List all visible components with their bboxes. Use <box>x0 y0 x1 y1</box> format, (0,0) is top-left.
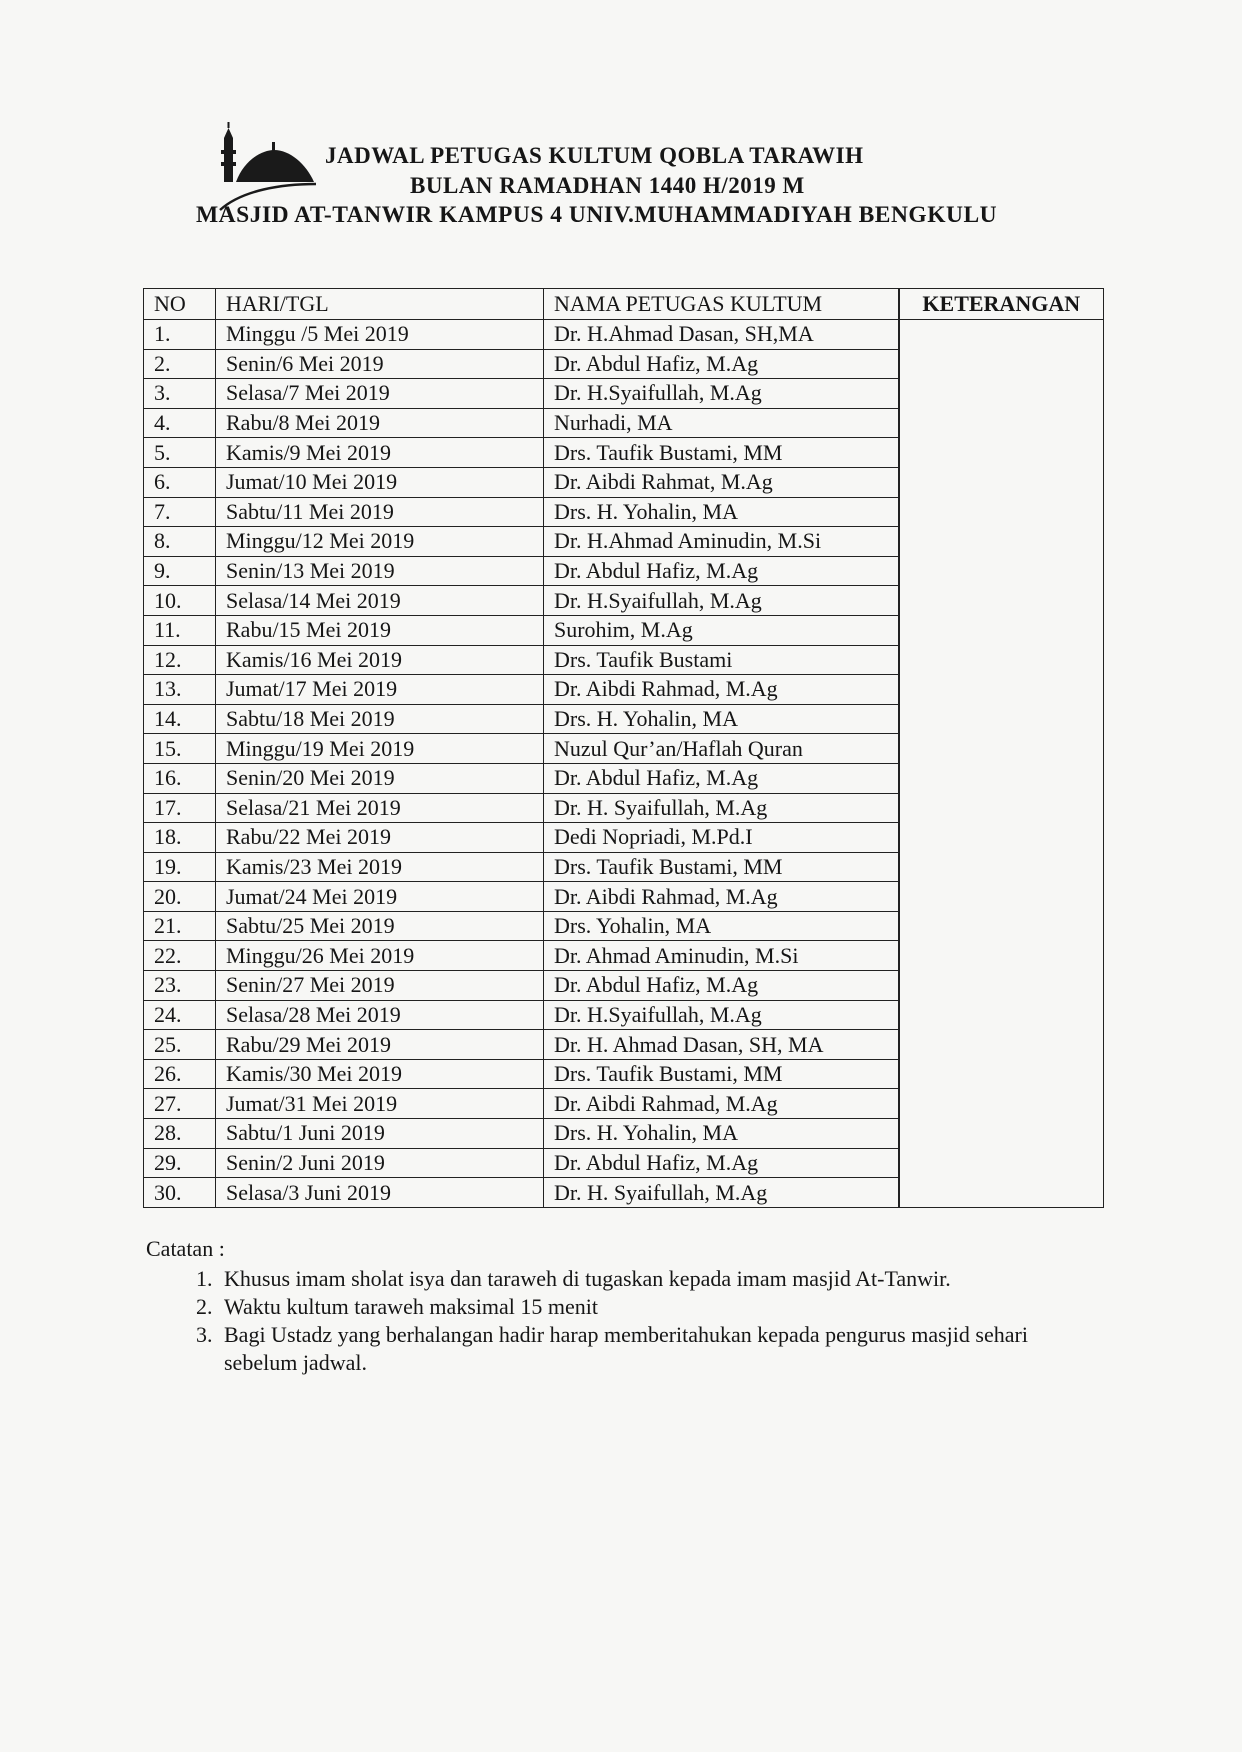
cell-no: 26. <box>144 1059 216 1089</box>
schedule-body <box>144 320 1104 1208</box>
header-title-line-3: MASJID AT-TANWIR KAMPUS 4 UNIV.MUHAMMADIYAH BENGKULU <box>196 202 998 228</box>
cell-day: Jumat/10 Mei 2019 <box>216 467 544 497</box>
cell-no: 13. <box>144 675 216 705</box>
cell-no: 8. <box>144 527 216 557</box>
cell-name: Dedi Nopriadi, M.Pd.I <box>544 823 899 853</box>
cell-name: Nurhadi, MA <box>544 408 899 438</box>
cell-note-merged <box>899 320 1104 1208</box>
cell-day: Kamis/9 Mei 2019 <box>216 438 544 468</box>
cell-name: Dr. H.Ahmad Dasan, SH,MA <box>544 320 899 350</box>
cell-name: Surohim, M.Ag <box>544 615 899 645</box>
cell-no: 22. <box>144 941 216 971</box>
cell-name: Dr. Abdul Hafiz, M.Ag <box>544 971 899 1001</box>
note-item: 2. Waktu kultum taraweh maksimal 15 menit <box>218 1293 1086 1321</box>
cell-name: Dr. H. Syaifullah, M.Ag <box>544 1178 899 1208</box>
cell-day: Minggu/26 Mei 2019 <box>216 941 544 971</box>
cell-no: 20. <box>144 882 216 912</box>
cell-no: 14. <box>144 704 216 734</box>
cell-day: Selasa/28 Mei 2019 <box>216 1000 544 1030</box>
cell-name: Drs. Taufik Bustami, MM <box>544 438 899 468</box>
cell-name: Drs. Taufik Bustami, MM <box>544 1059 899 1089</box>
cell-no: 28. <box>144 1119 216 1149</box>
cell-name: Dr. Aibdi Rahmat, M.Ag <box>544 467 899 497</box>
cell-name: Drs. H. Yohalin, MA <box>544 497 899 527</box>
cell-day: Senin/27 Mei 2019 <box>216 971 544 1001</box>
cell-day: Kamis/23 Mei 2019 <box>216 852 544 882</box>
cell-no: 16. <box>144 763 216 793</box>
cell-name: Dr. Abdul Hafiz, M.Ag <box>544 1148 899 1178</box>
cell-no: 17. <box>144 793 216 823</box>
cell-no: 27. <box>144 1089 216 1119</box>
cell-day: Rabu/15 Mei 2019 <box>216 615 544 645</box>
cell-no: 6. <box>144 467 216 497</box>
cell-day: Selasa/3 Juni 2019 <box>216 1178 544 1208</box>
cell-name: Drs. H. Yohalin, MA <box>544 1119 899 1149</box>
cell-no: 3. <box>144 379 216 409</box>
cell-name: Dr. Abdul Hafiz, M.Ag <box>544 556 899 586</box>
cell-name: Dr. Ahmad Aminudin, M.Si <box>544 941 899 971</box>
cell-name: Drs. Taufik Bustami, MM <box>544 852 899 882</box>
cell-day: Kamis/16 Mei 2019 <box>216 645 544 675</box>
cell-name: Dr. Aibdi Rahmad, M.Ag <box>544 1089 899 1119</box>
cell-day: Rabu/29 Mei 2019 <box>216 1030 544 1060</box>
cell-no: 2. <box>144 349 216 379</box>
schedule-table <box>143 288 1104 1208</box>
cell-no: 18. <box>144 823 216 853</box>
cell-day: Sabtu/18 Mei 2019 <box>216 704 544 734</box>
cell-day: Jumat/17 Mei 2019 <box>216 675 544 705</box>
cell-day: Selasa/21 Mei 2019 <box>216 793 544 823</box>
note-item: 3. Bagi Ustadz yang berhalangan hadir harap memberitahukan kepada pengurus masjid sehari sebelum jadwal. <box>218 1321 1086 1377</box>
table-header-row <box>144 289 1104 320</box>
note-item: 1. Khusus imam sholat isya dan taraweh di tugaskan kepada imam masjid At-Tanwir. <box>218 1265 1086 1293</box>
cell-no: 4. <box>144 408 216 438</box>
cell-name: Drs. Taufik Bustami <box>544 645 899 675</box>
cell-no: 29. <box>144 1148 216 1178</box>
cell-no: 12. <box>144 645 216 675</box>
cell-no: 25. <box>144 1030 216 1060</box>
cell-name: Dr. Abdul Hafiz, M.Ag <box>544 349 899 379</box>
cell-day: Jumat/31 Mei 2019 <box>216 1089 544 1119</box>
notes-list <box>146 1265 1086 1377</box>
cell-day: Minggu/19 Mei 2019 <box>216 734 544 764</box>
cell-name: Drs. H. Yohalin, MA <box>544 704 899 734</box>
cell-name: Dr. H. Ahmad Dasan, SH, MA <box>544 1030 899 1060</box>
cell-day: Rabu/8 Mei 2019 <box>216 408 544 438</box>
cell-no: 1. <box>144 320 216 350</box>
cell-day: Sabtu/11 Mei 2019 <box>216 497 544 527</box>
cell-name: Dr. H.Syaifullah, M.Ag <box>544 586 899 616</box>
cell-day: Senin/13 Mei 2019 <box>216 556 544 586</box>
cell-no: 21. <box>144 911 216 941</box>
cell-name: Nuzul Qur’an/Haflah Quran <box>544 734 899 764</box>
cell-no: 11. <box>144 615 216 645</box>
cell-day: Kamis/30 Mei 2019 <box>216 1059 544 1089</box>
cell-no: 5. <box>144 438 216 468</box>
cell-day: Sabtu/25 Mei 2019 <box>216 911 544 941</box>
cell-day: Minggu/12 Mei 2019 <box>216 527 544 557</box>
column-header-no: NO <box>144 289 216 320</box>
cell-day: Jumat/24 Mei 2019 <box>216 882 544 912</box>
cell-no: 7. <box>144 497 216 527</box>
column-header-name: NAMA PETUGAS KULTUM <box>544 289 899 320</box>
cell-day: Selasa/7 Mei 2019 <box>216 379 544 409</box>
notes-title: Catatan : <box>146 1236 225 1261</box>
cell-no: 9. <box>144 556 216 586</box>
cell-no: 24. <box>144 1000 216 1030</box>
cell-no: 10. <box>144 586 216 616</box>
cell-name: Dr. Aibdi Rahmad, M.Ag <box>544 675 899 705</box>
cell-name: Dr. H. Syaifullah, M.Ag <box>544 793 899 823</box>
table-row <box>144 320 1104 350</box>
cell-no: 30. <box>144 1178 216 1208</box>
cell-day: Senin/20 Mei 2019 <box>216 763 544 793</box>
cell-no: 19. <box>144 852 216 882</box>
cell-name: Dr. H.Ahmad Aminudin, M.Si <box>544 527 899 557</box>
cell-day: Senin/2 Juni 2019 <box>216 1148 544 1178</box>
column-header-day: HARI/TGL <box>216 289 544 320</box>
cell-name: Dr. Aibdi Rahmad, M.Ag <box>544 882 899 912</box>
column-header-note: KETERANGAN <box>899 289 1104 320</box>
cell-day: Senin/6 Mei 2019 <box>216 349 544 379</box>
document-header <box>0 140 1242 250</box>
cell-name: Dr. Abdul Hafiz, M.Ag <box>544 763 899 793</box>
cell-day: Rabu/22 Mei 2019 <box>216 823 544 853</box>
cell-day: Sabtu/1 Juni 2019 <box>216 1119 544 1149</box>
cell-day: Minggu /5 Mei 2019 <box>216 320 544 350</box>
cell-name: Drs. Yohalin, MA <box>544 911 899 941</box>
header-title-line-1: JADWAL PETUGAS KULTUM QOBLA TARAWIH <box>325 143 864 168</box>
cell-no: 15. <box>144 734 216 764</box>
cell-day: Selasa/14 Mei 2019 <box>216 586 544 616</box>
cell-name: Dr. H.Syaifullah, M.Ag <box>544 379 899 409</box>
notes-section <box>146 1235 1086 1377</box>
cell-no: 23. <box>144 971 216 1001</box>
cell-name: Dr. H.Syaifullah, M.Ag <box>544 1000 899 1030</box>
header-title-line-2: BULAN RAMADHAN 1440 H/2019 M <box>410 173 805 198</box>
